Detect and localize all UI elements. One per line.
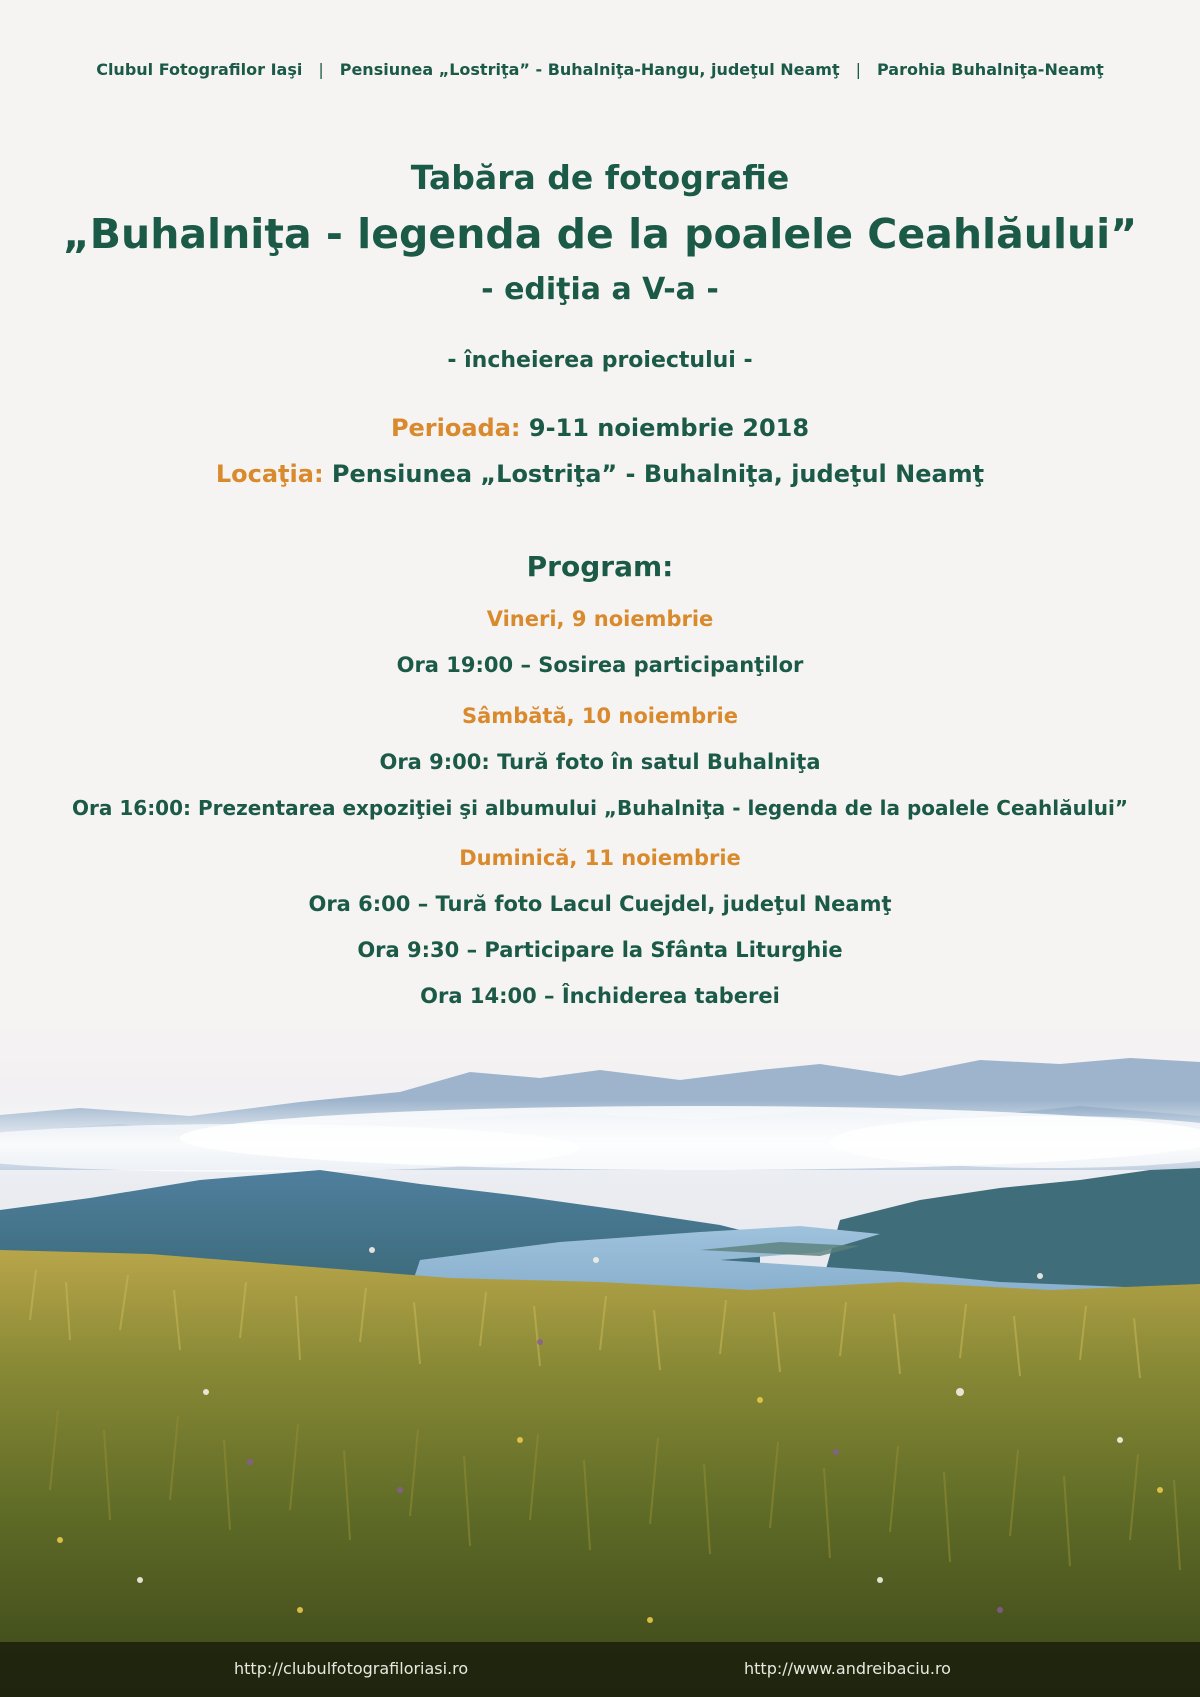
project-closing-note: - încheierea proiectului -: [447, 348, 753, 373]
organizers-bar: [0, 60, 1200, 79]
program-heading: Program:: [526, 550, 674, 583]
location-line: [0, 460, 1200, 488]
event-edition: - ediţia a V-a -: [481, 272, 719, 307]
program-day-sunday: Duminică, 11 noiembrie: [459, 846, 741, 870]
organizer-parish: Parohia Buhalniţa-Neamţ: [877, 60, 1104, 79]
program-day-friday: Vineri, 9 noiembrie: [486, 607, 714, 631]
program-item: Ora 9:30 – Participare la Sfânta Liturghie: [357, 938, 843, 962]
footer-bar: [0, 1642, 1200, 1697]
landscape-photo: [0, 1020, 1200, 1697]
period-value: 9-11 noiembrie 2018: [528, 414, 810, 442]
program-item: Ora 6:00 – Tură foto Lacul Cuejdel, judeţul Neamţ: [308, 892, 892, 916]
footer-link-club[interactable]: http://clubulfotografiloriasi.ro: [234, 1659, 469, 1678]
program-item: Ora 9:00: Tură foto în satul Buhalniţa: [379, 750, 821, 774]
program-item: Ora 16:00: Prezentarea expoziţiei şi albumului „Buhalniţa - legenda de la poalele Ceahlăului”: [72, 796, 1128, 820]
organizer-separator: |: [855, 60, 861, 79]
event-subtitle: Tabăra de fotografie: [410, 158, 790, 197]
location-label: Locaţia:: [215, 460, 324, 488]
organizer-guesthouse: Pensiunea „Lostriţa” - Buhalniţa-Hangu, judeţul Neamţ: [339, 60, 840, 79]
program-day-saturday: Sâmbătă, 10 noiembrie: [462, 704, 738, 728]
period-label: Perioada:: [390, 414, 521, 442]
location-value: Pensiunea „Lostriţa” - Buhalniţa, judeţul Neamţ: [331, 460, 985, 488]
period-line: [0, 414, 1200, 442]
organizer-separator: |: [318, 60, 324, 79]
program-item: Ora 19:00 – Sosirea participanţilor: [396, 653, 804, 677]
event-title: „Buhalniţa - legenda de la poalele Ceahlăului”: [62, 210, 1138, 258]
program-item: Ora 14:00 – Închiderea taberei: [420, 984, 780, 1008]
footer-link-photographer[interactable]: http://www.andreibaciu.ro: [744, 1659, 951, 1678]
organizer-photo-club: Clubul Fotografilor Iaşi: [96, 60, 303, 79]
